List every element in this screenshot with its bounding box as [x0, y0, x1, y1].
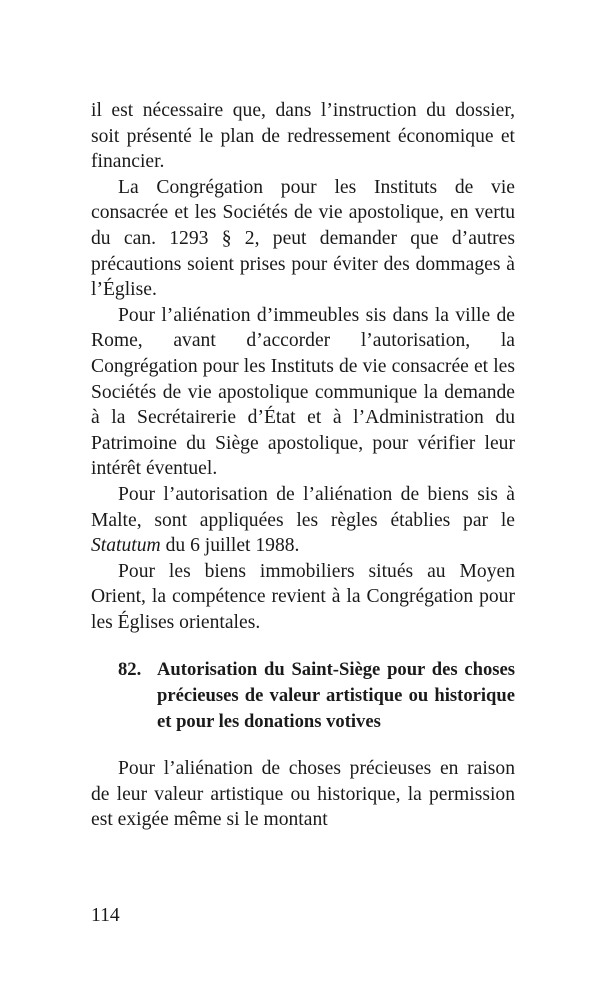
malta-text-after: du 6 juillet 1988.: [160, 535, 300, 557]
statutum-italic: Statutum: [91, 535, 161, 557]
section-number: 82.: [118, 659, 142, 681]
section-heading: [91, 657, 515, 734]
page-body: [91, 98, 515, 833]
paragraph-rome-alienation: Pour l’aliénation d’immeubles sis dans la ville de Rome, avant d’accorder l’autorisation, la Congrégation pour les Instituts de vie consacrée et les Sociétés de vie apostolique communique la demande à la Secrétairerie d’État et à l’Administration du Patrimoine du Siège apostolique, pour vérifier leur intérêt éventuel.: [91, 304, 515, 480]
paragraph-precious-things: Pour l’aliénation de choses précieuses en raison de leur valeur artistique ou historique, la permission est exigée même si le montant: [91, 758, 515, 831]
malta-text-before: Pour l’autorisation de l’aliénation de biens sis à Malte, sont appliquées les règles établies par le: [91, 483, 515, 531]
paragraph-middle-east: Pour les biens immobiliers situés au Moyen Orient, la compétence revient à la Congrégation pour les Églises orientales.: [91, 560, 515, 633]
section-title: Autorisation du Saint-Siège pour des choses précieuses de valeur artistique ou historique et pour les donations votives: [157, 659, 515, 732]
paragraph-malta-alienation: [91, 482, 515, 559]
paragraph-congregation-precautions: La Congrégation pour les Instituts de vie consacrée et les Sociétés de vie apostolique, en vertu du can. 1293 § 2, peut demander que d’autres précautions soient prises pour éviter des dommages à l’Église.: [91, 176, 515, 301]
page-number: 114: [91, 905, 120, 926]
paragraph-continuation: il est nécessaire que, dans l’instruction du dossier, soit présenté le plan de redressement économique et financier.: [91, 100, 515, 173]
